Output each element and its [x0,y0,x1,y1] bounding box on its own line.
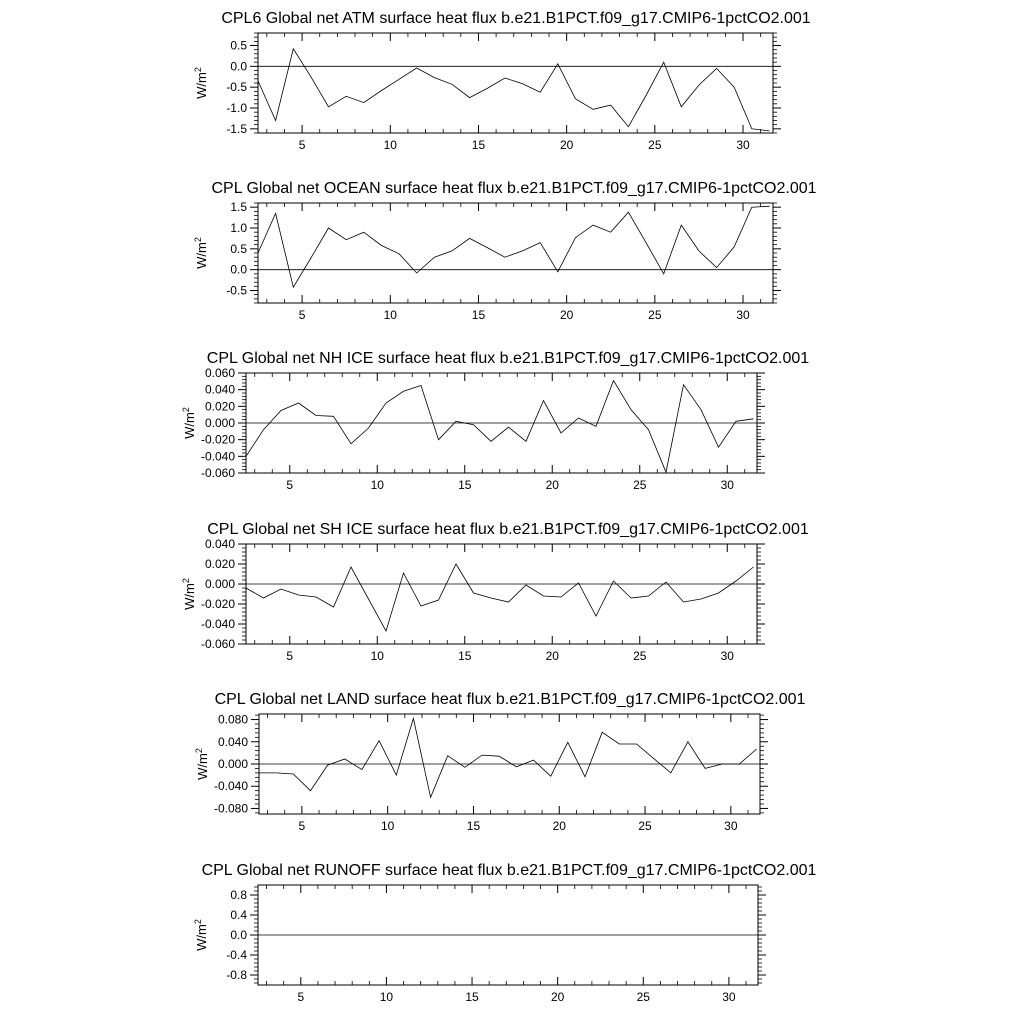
x-tick-label: 20 [545,649,559,663]
y-tick-label: -0.4 [226,948,247,962]
y-tick-label: 1.0 [230,221,247,235]
x-tick-label: 25 [633,478,647,492]
x-tick-label: 25 [638,819,652,833]
x-tick-label: 20 [545,478,559,492]
x-tick-label: 5 [286,649,294,663]
y-tick-label: 0.000 [217,757,248,771]
y-tick-label: 0.8 [230,888,247,902]
y-tick-label: 0.0 [230,262,247,277]
x-tick-label: 30 [722,990,736,1004]
x-tick-label: 5 [298,308,306,322]
x-tick-label: 20 [552,819,566,833]
y-tick-label: 0.080 [217,712,248,727]
x-tick-label: 15 [471,308,486,322]
x-tick-label: 15 [458,478,472,492]
panel-title: CPL Global net LAND surface heat flux b.e21.B1PCT.f09_g17.CMIP6-1pctCO2.001 [214,691,806,708]
y-axis-label-superscript: 2 [193,67,203,73]
y-tick-label: -0.040 [200,617,235,631]
y-tick-label: 0.040 [217,734,248,749]
x-tick-label: 25 [648,138,662,152]
y-tick-label: 0.020 [204,399,235,414]
x-tick-label: 30 [736,138,750,152]
y-tick-label: -0.5 [226,80,247,95]
x-tick-label: 30 [720,478,734,492]
x-tick-label: 30 [724,819,738,833]
x-tick-label: 20 [559,308,574,322]
y-axis-label-superscript: 2 [194,748,204,754]
y-tick-label: 0.0 [230,928,247,942]
y-tick-label: -1.0 [226,101,247,115]
y-axis-label-superscript: 2 [193,237,203,243]
x-tick-label: 25 [633,649,647,663]
y-tick-label: -1.5 [226,121,247,136]
y-axis-label-unit: W/m [182,583,197,610]
y-tick-label: 1.5 [230,200,247,215]
x-tick-label: 15 [471,138,486,152]
y-axis-label-unit: W/m [195,753,210,780]
x-tick-label: 20 [559,138,574,152]
y-axis-label-superscript: 2 [193,919,203,925]
y-tick-label: -0.020 [200,597,235,611]
y-axis-label-unit: W/m [182,412,197,439]
y-tick-label: 0.000 [204,416,235,430]
y-tick-label: 0.5 [230,38,247,53]
x-tick-label: 20 [550,990,565,1004]
x-tick-label: 15 [465,990,479,1004]
x-tick-label: 10 [370,649,384,663]
x-tick-label: 15 [466,819,481,833]
x-tick-label: 25 [636,990,650,1004]
y-axis-label-unit: W/m [194,242,209,269]
y-axis-label-superscript: 2 [181,578,191,584]
y-axis-label-unit: W/m [194,924,209,951]
y-axis-label-unit: W/m [194,72,209,99]
panel-title: CPL Global net RUNOFF surface heat flux b.e21.B1PCT.f09_g17.CMIP6-1pctCO2.001 [201,862,817,879]
x-tick-label: 25 [648,308,662,322]
x-tick-label: 5 [297,990,305,1004]
y-tick-label: 0.0 [230,59,247,74]
x-tick-label: 10 [370,478,384,492]
y-tick-label: 0.060 [204,366,235,380]
panel-title: CPL Global net NH ICE surface heat flux b.e21.B1PCT.f09_g17.CMIP6-1pctCO2.001 [206,350,810,367]
x-tick-label: 10 [383,138,397,152]
x-tick-label: 10 [381,819,395,833]
y-tick-label: 0.040 [204,537,235,551]
panel-title: CPL6 Global net ATM surface heat flux b.e21.B1PCT.f09_g17.CMIP6-1pctCO2.001 [221,10,811,27]
x-tick-label: 5 [298,138,306,152]
y-tick-label: -0.080 [213,801,248,816]
y-tick-label: 0.5 [230,241,247,256]
y-tick-label: 0.4 [230,908,247,922]
y-tick-label: -0.020 [200,432,235,447]
panel-title: CPL Global net SH ICE surface heat flux b.e21.B1PCT.f09_g17.CMIP6-1pctCO2.001 [207,521,809,538]
y-tick-label: -0.040 [200,449,235,464]
x-tick-label: 5 [286,478,294,492]
y-tick-label: 0.000 [204,577,235,591]
y-axis-label-superscript: 2 [181,407,191,413]
panel-title: CPL Global net OCEAN surface heat flux b.e21.B1PCT.f09_g17.CMIP6-1pctCO2.001 [211,180,817,197]
x-tick-label: 5 [298,819,306,833]
y-tick-label: 0.020 [204,557,235,571]
y-tick-label: -0.060 [200,637,235,651]
y-tick-label: -0.060 [200,466,235,480]
x-tick-label: 30 [736,308,750,322]
x-tick-label: 15 [458,649,472,663]
y-tick-label: 0.040 [204,382,235,397]
x-tick-label: 10 [383,308,397,322]
y-tick-label: -0.040 [213,779,248,794]
y-tick-label: -0.5 [226,283,247,298]
x-tick-label: 10 [379,990,394,1004]
y-tick-label: -0.8 [226,968,247,982]
x-tick-label: 30 [720,649,734,663]
